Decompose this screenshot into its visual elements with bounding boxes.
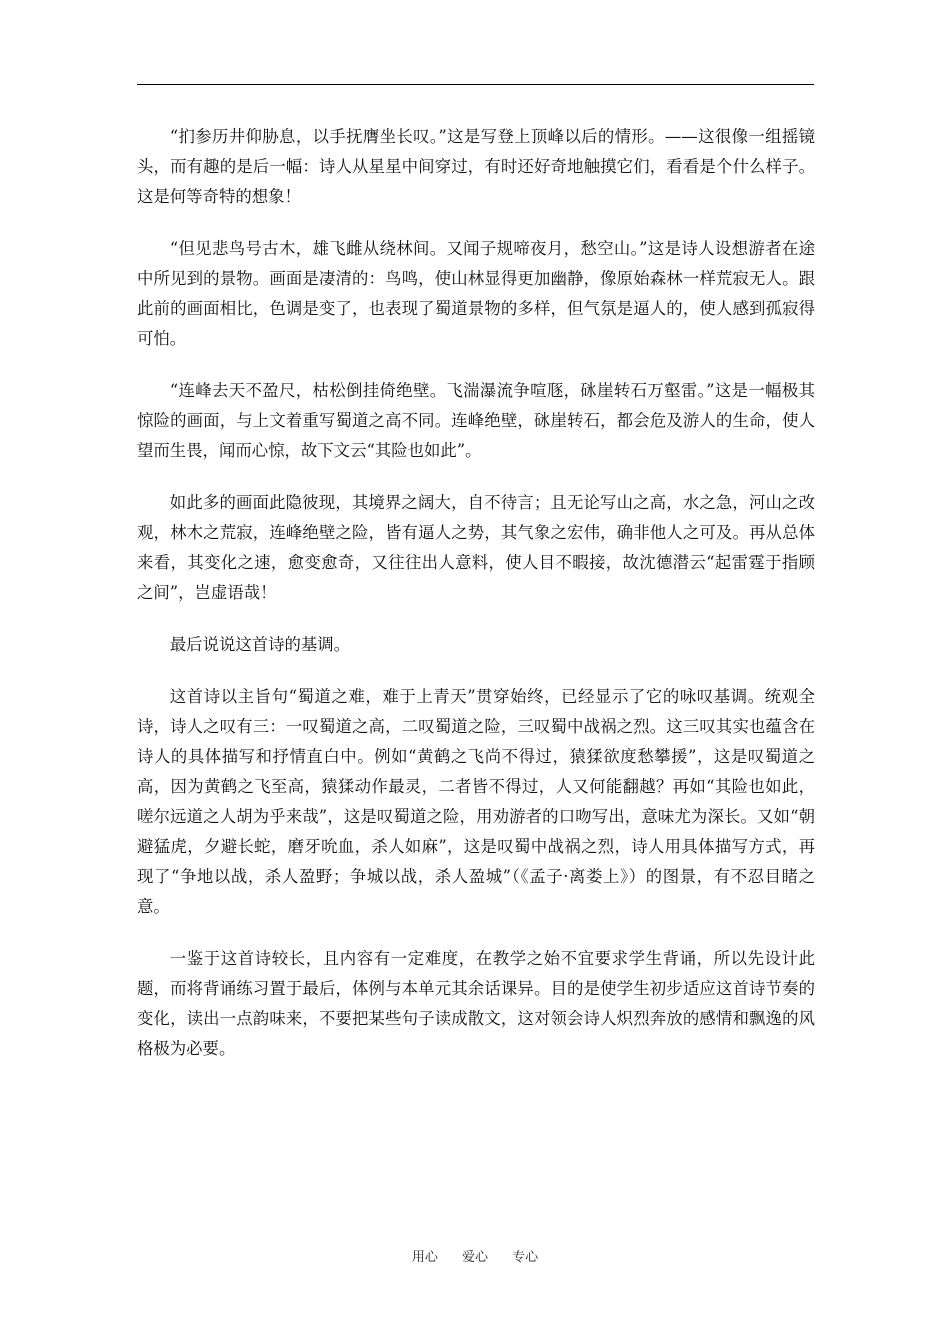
paragraph: 这首诗以主旨句“蜀道之难，难于上青天”贯穿始终，已经显示了它的咏叹基调。统观全诗，诗人之叹有三：一叹蜀道之高，二叹蜀道之险，三叹蜀中战祸之烈。这三叹其实也蕴含在诗人的具体描写和抒情直白中。例如“黄鹤之飞尚不得过，猿猱欲度愁攀援”，这是叹蜀道之高，因为黄鹤之飞至高，猿猱动作最灵，二者皆不得过，人又何能翻越？再如“其险也如此，嗟尔远道之人胡为乎来哉”，这是叹蜀道之险，用劝游者的口吻写出，意味尤为深长。又如“朝避猛虎，夕避长蛇，磨牙吮血，杀人如麻”，这是叹蜀中战祸之烈，诗人用具体描写方式，再现了“争地以战，杀人盈野；争城以战，杀人盈城”（《孟子·离娄上》）的图景，有不忍目睹之意。 [137,687,815,916]
header-rule [137,84,814,85]
paragraph: “但见悲鸟号古木，雄飞雌从绕林间。又闻子规啼夜月，愁空山。”这是诗人设想游者在途中所见到的景物。画面是凄清的：鸟鸣，使山林显得更加幽静，像原始森林一样荒寂无人。跟此前的画面相比，色调是变了，也表现了蜀道景物的多样，但气氛是逼人的，使人感到孤寂得可怕。 [137,239,815,348]
paragraph: 一鉴于这首诗较长，且内容有一定难度，在教学之始不宜要求学生背诵，所以先设计此题，而将背诵练习置于最后，体例与本单元其余话课异。目的是使学生初步适应这首诗节奏的变化，读出一点韵味来，不要把某些句子读成散文，这对领会诗人炽烈奔放的感情和飘逸的风格极为必要。 [137,949,815,1058]
document-body [137,122,815,1086]
footer-item: 用心 [411,1250,438,1265]
page-footer [0,1246,950,1265]
paragraph: “连峰去天不盈尺，枯松倒挂倚绝壁。飞湍瀑流争喧豗，砯崖转石万壑雷。”这是一幅极其惊险的画面，与上文着重写蜀道之高不同。连峰绝壁，砯崖转石，都会危及游人的生命，使人望而生畏，闻而心惊，故下文云“其险也如此”。 [137,381,815,460]
footer-item: 爱心 [461,1250,488,1265]
footer-item: 专心 [512,1250,539,1265]
paragraph: “扪参历井仰胁息，以手抚膺坐长叹。”这是写登上顶峰以后的情形。——这很像一组摇镜头，而有趣的是后一幅：诗人从星星中间穿过，有时还好奇地触摸它们，看看是个什么样子。这是何等奇特的想象！ [137,127,815,206]
paragraph: 如此多的画面此隐彼现，其境界之阔大，自不待言；且无论写山之高，水之急，河山之改观，林木之荒寂，连峰绝壁之险，皆有逼人之势，其气象之宏伟，确非他人之可及。再从总体来看，其变化之速，愈变愈奇，又往往出人意料，使人目不暇接，故沈德潜云“起雷霆于指顾之间”，岂虚语哉！ [137,493,815,602]
paragraph: 最后说说这首诗的基调。 [169,635,351,654]
